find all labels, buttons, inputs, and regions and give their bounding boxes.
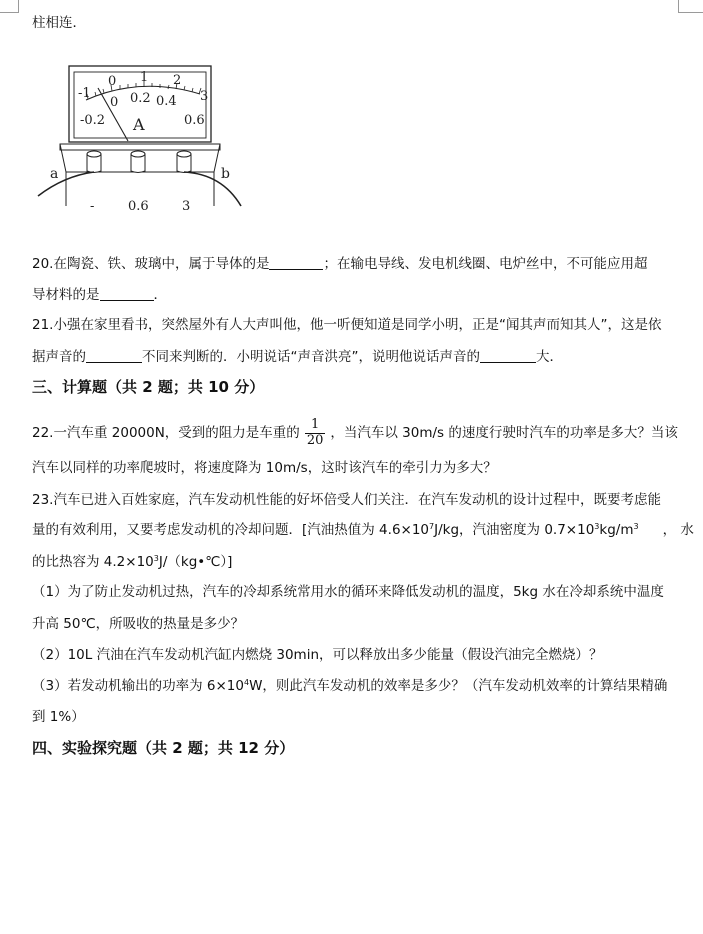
question-20-line-2: 导材料的是 ． (32, 287, 167, 303)
scale-bottom-label: 0.4 (156, 94, 177, 109)
question-23-part-1-line-1: （1）为了防止发动机过热，汽车的冷却系统常用水的循环来降低发动机的温度，5kg 水在冷却系统中温度 (32, 584, 664, 600)
terminal-label: 0.6 (128, 199, 149, 214)
scale-bottom-label: 0.2 (130, 91, 151, 106)
terminal-label: 3 (182, 199, 191, 214)
question-22-line-2: 汽车以同样的功率爬坡时，将速度降为 10m/s，这时该汽车的牵引力为多大？ (32, 460, 497, 476)
scale-top-label: 2 (173, 73, 182, 88)
question-23-part-1-line-2: 升高 50℃，所吸收的热量是多少？ (32, 616, 245, 632)
scale-bottom-label: 0.6 (184, 113, 205, 128)
question-23-part-3-line-1: （3）若发动机输出的功率为 $6\times 10^4W$，则此汽车发动机的效率是多少？（汽车发动机效率的计算结果精确 (32, 678, 668, 694)
answer-blank[interactable] (480, 350, 536, 363)
question-23-line-1: 23.汽车已进入百姓家庭，汽车发动机性能的好坏倍受人们关注．在汽车发动机的设计过程中，既要考虑能 (32, 492, 661, 508)
wire-b (184, 172, 241, 206)
question-23-part-2: （2）10L 汽油在汽车发动机汽缸内燃烧 30min，可以释放出多少能量（假设汽油完全燃烧）？ (32, 647, 603, 663)
scale-top-label-neg: -1 (78, 86, 91, 101)
answer-blank[interactable] (86, 350, 142, 363)
wire-label-a: a (50, 166, 59, 182)
question-23-line-2: 量的有效利用，又要考虑发动机的冷却问题．[汽油热值为 $4.6\times 10^7J/kg$，汽油密度为 $0.7\times 10^3kg/m^3$ ， 水 (32, 522, 694, 538)
question-21-line-1: 21.小强在家里看书，突然屋外有人大声叫他，他一听便知道是同学小明，正是“闻其声而知其人”，这是依 (32, 317, 662, 333)
section-4-heading: 四、实验探究题（共 2 题；共 12 分） (32, 739, 295, 757)
question-22-line-1: 22.一汽车重 20000N，受到的阻力是车重的 $\frac{1}{20}$ ，当汽车以 30m/s 的速度行驶时汽车的功率是多大？当该 (32, 416, 678, 448)
meter-terminals (87, 151, 191, 173)
page-corner-mark-left (0, 0, 19, 13)
scale-top-label: 1 (140, 70, 149, 85)
answer-blank[interactable] (100, 288, 154, 301)
fraction-one-twentieth: $\frac{1}{20}$ (306, 416, 324, 448)
scale-top-label: 3 (200, 89, 209, 104)
answer-blank[interactable] (269, 257, 323, 270)
top-fragment: 柱相连． (32, 15, 86, 31)
page-corner-mark-right (678, 0, 703, 13)
scale-bottom-label: -0.2 (80, 113, 106, 128)
question-23-line-3: 的比热容为 $4.2\times 10^3J/(kg•℃)$] (32, 554, 233, 570)
scale-top-label: 0 (108, 74, 117, 89)
question-21-line-2: 据声音的 不同来判断的．小明说话“声音洪亮”，说明他说话声音的 大． (32, 349, 563, 365)
section-3-heading: 三、计算题（共 2 题；共 10 分） (32, 378, 265, 396)
wire-label-b: b (221, 166, 230, 182)
meter-unit-label: A (133, 115, 145, 134)
question-20-line-1: 20.在陶瓷、铁、玻璃中，属于导体的是 ；在输电导线、发电机线圈、电炉丝中，不可能应用超 (32, 256, 648, 272)
ammeter-figure (36, 64, 246, 224)
meter-base-top (60, 144, 220, 150)
terminal-label: - (90, 199, 95, 214)
scale-bottom-label: 0 (110, 95, 119, 110)
question-23-part-3-line-2: 到 1%） (32, 709, 85, 725)
